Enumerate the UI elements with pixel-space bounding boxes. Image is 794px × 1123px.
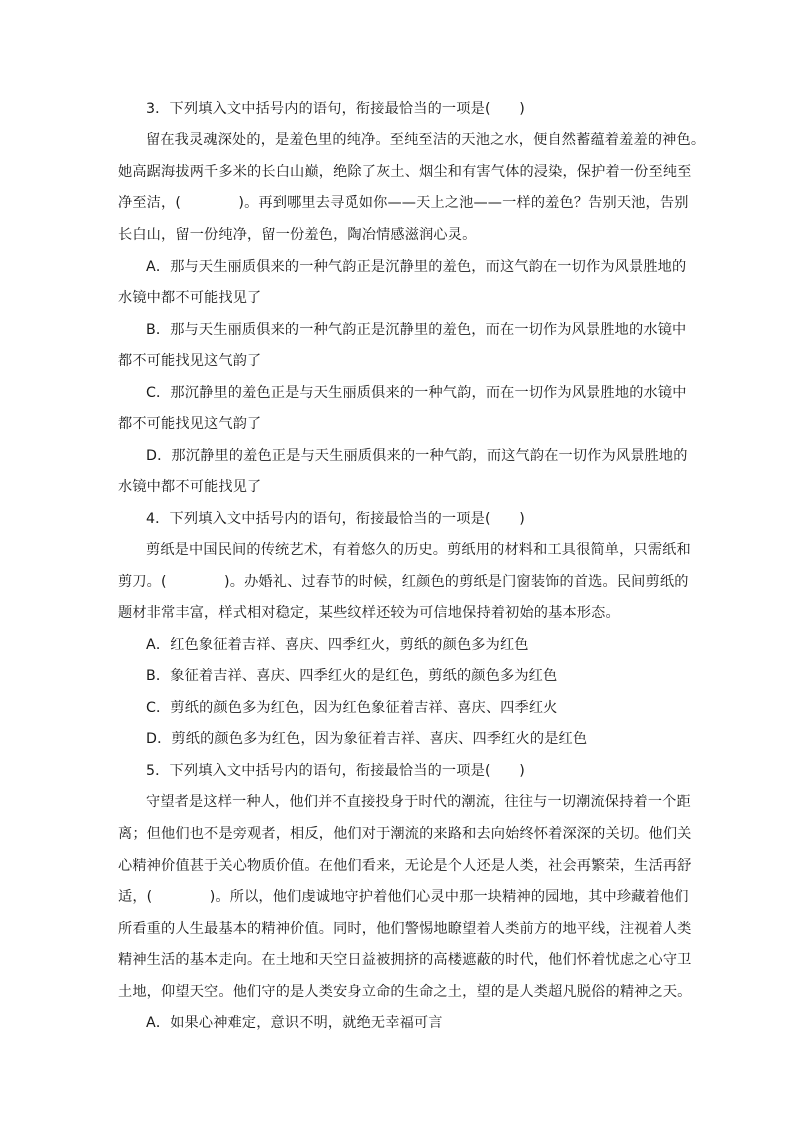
question-5-passage-line: 土地，仰望天空。他们守的是人类安身立命的生命之土，望的是人类超凡脱俗的精神之天。 <box>118 984 692 1000</box>
question-5-passage-line: 精神生活的基本走向。在土地和天空日益被拥挤的高楼遮蔽的时代，他们怀着忧虑之心守卫 <box>118 952 692 968</box>
question-4-option-a: A．红色象征着吉祥、喜庆、四季红火，剪纸的颜色多为红色 <box>146 637 529 653</box>
question-5-passage-line: 所看重的人生最基本的精神价值。同时，他们警惕地瞭望着人类前方的地平线，注视着人类 <box>118 921 692 937</box>
question-5-option-a: A．如果心神难定，意识不明，就绝无幸福可言 <box>146 1015 443 1031</box>
question-5-passage-line: 心精神价值甚于关心物质价值。在他们看来，无论是个人还是人类，社会再繁荣，生活再舒 <box>118 858 692 874</box>
question-5-passage-line: 离；但他们也不是旁观者，相反，他们对于潮流的来路和去向始终怀着深深的关切。他们关 <box>118 826 692 842</box>
question-4-passage-line: 题材非常丰富，样式相对稳定，某些纹样还较为可信地保持着初始的基本形态。 <box>118 605 620 621</box>
question-3-passage-line: 留在我灵魂深处的，是羞色里的纯净。至纯至洁的天池之水，便自然蓄蕴着羞羞的神色。 <box>146 132 706 148</box>
question-5-passage-line: 适，( )。所以，他们虔诚地守护着他们心灵中那一块精神的园地，其中珍藏着他们 <box>118 889 689 905</box>
question-3-passage-line: 她高踞海拔两千多米的长白山巅，绝除了灰土、烟尘和有害气体的浸染，保护着一份至纯至 <box>118 164 692 180</box>
question-3-option-c: C．那沉静里的羞色正是与天生丽质俱来的一种气韵，而在一切作为风景胜地的水镜中 <box>146 385 687 401</box>
question-5-passage-line: 守望者是这样一种人，他们并不直接投身于时代的潮流，往往与一切潮流保持着一个距 <box>146 794 691 810</box>
question-3-option-a: A．那与天生丽质俱来的一种气韵正是沉静里的羞色，而这气韵在一切作为风景胜地的 <box>146 259 687 275</box>
question-4-option-b: B．象征着吉祥、喜庆、四季红火的是红色，剪纸的颜色多为红色 <box>146 668 558 684</box>
question-3-option-d: D．那沉静里的羞色正是与天生丽质俱来的一种气韵，而这气韵在一切作为风景胜地的 <box>146 448 688 464</box>
question-3-option-a-cont: 水镜中都不可能找见了 <box>118 290 262 306</box>
question-4-option-d: D．剪纸的颜色多为红色，因为象征着吉祥、喜庆、四季红火的是红色 <box>146 731 588 747</box>
question-3-option-b: B．那与天生丽质俱来的一种气韵正是沉静里的羞色，而在一切作为风景胜地的水镜中 <box>146 322 687 338</box>
question-3-passage-line: 净至洁，( )。再到哪里去寻觅如你——天上之池——一样的羞色？告别天池，告别 <box>118 195 689 211</box>
question-4-passage-line: 剪刀。( )。办婚礼、过春节的时候，红颜色的剪纸是门窗装饰的首选。民间剪纸的 <box>118 574 689 590</box>
question-3-option-d-cont: 水镜中都不可能找见了 <box>118 479 262 495</box>
question-5-stem: 5．下列填入文中括号内的语句，衔接最恰当的一项是( ) <box>146 763 525 779</box>
question-3-option-b-cont: 都不可能找见这气韵了 <box>118 353 262 369</box>
question-4-stem: 4．下列填入文中括号内的语句，衔接最恰当的一项是( ) <box>146 511 525 527</box>
question-3-stem: 3．下列填入文中括号内的语句，衔接最恰当的一项是( ) <box>146 101 525 117</box>
question-4-option-c: C．剪纸的颜色多为红色，因为红色象征着吉祥、喜庆、四季红火 <box>146 700 558 716</box>
question-3-option-c-cont: 都不可能找见这气韵了 <box>118 416 262 432</box>
question-4-passage-line: 剪纸是中国民间的传统艺术，有着悠久的历史。剪纸用的材料和工具很简单，只需纸和 <box>146 542 691 558</box>
question-3-passage-line: 长白山，留一份纯净，留一份羞色，陶冶情感滋润心灵。 <box>118 227 477 243</box>
